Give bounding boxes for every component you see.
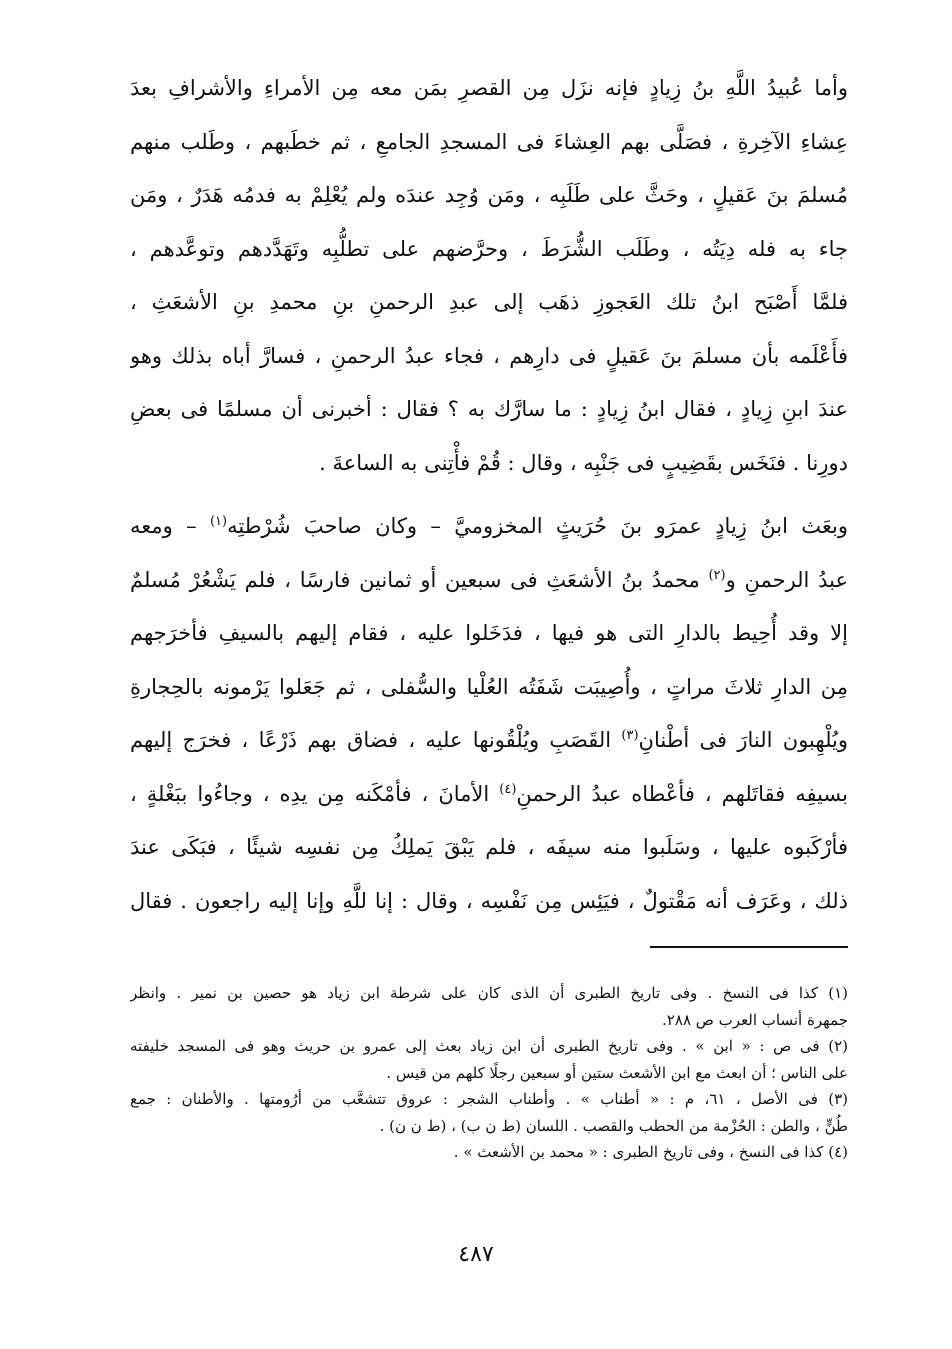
text-line [130, 661, 848, 715]
paragraph-gap [130, 490, 848, 500]
text-line [130, 768, 848, 822]
page-number: ٤٨٧ [458, 1242, 494, 1267]
footnote-marker: (٣) [621, 728, 639, 743]
text-line: عندَ ابنِ زِيادٍ ، فقال ابنُ زِيادٍ : ما سارَّك به ؟ فقال : أخبرنى أن مسلمًا فى بعضِ [130, 397, 848, 421]
text-line [130, 875, 848, 929]
text-run: الأمانَ ، فأمْكَنه مِن يدِه ، وجاءُوا ببَغْلةٍ ، [130, 781, 500, 806]
text-line [130, 607, 848, 661]
footnote-separator [650, 946, 848, 948]
footnote-line: (٣) فى الأصل ، ٦١، م : « أطناب » . وأطناب الشجر : عروق تتشعَّب من أرُومتها . والأطنان : جمع [130, 1090, 848, 1108]
footnote-line: (٤) كذا فى النسخ ، وفى تاريخ الطبرى : « محمد بن الأشعث » . [453, 1143, 848, 1161]
text-run: مِن الدارِ ثلاثَ مراتٍ ، وأُصِيبَت شَفَتُه العُلْيا والسُّفلى ، ثم جَعَلوا يَرْمونه بالحِجارةِ [130, 674, 848, 699]
text-run: – ومعه [130, 514, 210, 538]
text-line [130, 500, 848, 554]
text-line [130, 554, 848, 608]
text-run: فأرْكَبوه عليها ، وسَلَبوا منه سيفَه ، فلم يَبْقَ يَملِكُ مِن نفسِه شيئًا ، فبَكَى عندَ [130, 835, 848, 859]
text-run: بسيفِه فقاتَلهم ، فأعْطاه عبدُ الرحمنِ [516, 781, 848, 806]
text-line: عِشاءِ الآخِرةِ ، فصَلَّى بهم العِشاءَ فى المسجدِ الجامعِ ، ثم خطَبهم ، وطَلب منهم [130, 129, 848, 154]
paragraph-2 [130, 500, 848, 928]
text-line: وأما عُبيدُ اللَّهِ بنُ زِيادٍ فإنه نزَل مِن القصرِ بمَن معه مِن الأمراءِ والأشرافِ بعدَ [130, 76, 848, 100]
footnote-marker: (٢) [708, 567, 726, 583]
text-line: جاء به فله دِيَتُه ، وطَلَب الشُّرَطَ ، وحرَّضهم على تطلُّبِه وتَهَدَّدهم وتوعَّدهم ، [130, 236, 848, 261]
text-run: عبدُ الرحمنِ و [725, 567, 848, 592]
text-line: فأَعْلَمه بأن مسلمَ بنَ عَقيلٍ فى دارِهم ، فجاء عبدُ الرحمنِ ، فسارَّ أباه بذلك وهو [130, 343, 848, 368]
footnote-marker: (١) [209, 514, 228, 529]
footnotes [130, 980, 848, 1166]
paragraph-1 [130, 62, 848, 490]
text-line [130, 821, 848, 875]
text-line: دورِنا . فنَخَس بقَضِيبٍ فى جَنْبِه ، وقال : قُمْ فأْتِنى به الساعةَ . [319, 450, 848, 475]
footnote-line: طُنٍّ ، والطن : الحُزْمة من الحطب والقصب . اللسان (ط ن ب) ، (ط ن ن) . [379, 1116, 848, 1135]
text-run: وبعَث ابنُ زِيادٍ عمرَو بنَ حُرَيثٍ المخزوميَّ – وكان صاحبَ شُرْطتِه [227, 514, 848, 538]
text-line: فلمَّا أَصْبَح ابنُ تلك العَجوزِ ذهَب إلى عبدِ الرحمنِ بنِ محمدِ بنِ الأشعَثِ ، [130, 290, 848, 314]
text-run: ذلك ، وعَرَف أنه مَقْتولٌ ، فيَئِس مِن نَفْسِه ، وقال : إنا للَّهِ وإنا إليه راجعون . فقال [130, 888, 848, 913]
footnote-line: (٢) فى ص : « ابن » . وفى تاريخ الطبرى أن ابن زياد بعث إلى عمرو بن حريث وهو فى المسجد خليفته [130, 1037, 848, 1055]
footnote-marker: (٤) [499, 781, 517, 797]
text-run: إلا وقد أُحِيط بالدارِ التى هو فيها ، فدَخَلوا عليه ، فقام إليهم بالسيفِ فأخرَجهم [130, 621, 848, 645]
footnote-line: (١) كذا فى النسخ . وفى تاريخ الطبرى أن الذى كان على شرطة ابن زياد هو حصين بن نمير . وانظر [130, 984, 848, 1002]
text-line [130, 714, 848, 768]
footnote-line: جمهرة أنساب العرب ص ٢٨٨. [662, 1010, 848, 1029]
text-run: ويُلْهِبون النارَ فى أطْنانِ [638, 728, 848, 752]
footnote-line: على الناس ؛ أن ابعث مع ابن الأشعث ستين أو سبعين رجلًا كلهم من قيس . [386, 1063, 848, 1082]
text-line: مُسلمَ بنَ عَقيلٍ ، وحَثَّ على طَلَبِه ، ومَن وُجِد عندَه ولم يُعْلِمْ به فدمُه هَدَرٌ ، ومَن [130, 183, 848, 207]
main-text [130, 62, 848, 928]
text-run: محمدُ بنُ الأشعَثِ فى سبعين أو ثمانين فارسًا ، فلم يَشْعُرْ مُسلمٌ [130, 567, 709, 592]
text-run: القَصَبِ ويُلْقُونها عليه ، فضاق بهم ذَرْعًا ، فخرَج إليهم [130, 728, 622, 752]
